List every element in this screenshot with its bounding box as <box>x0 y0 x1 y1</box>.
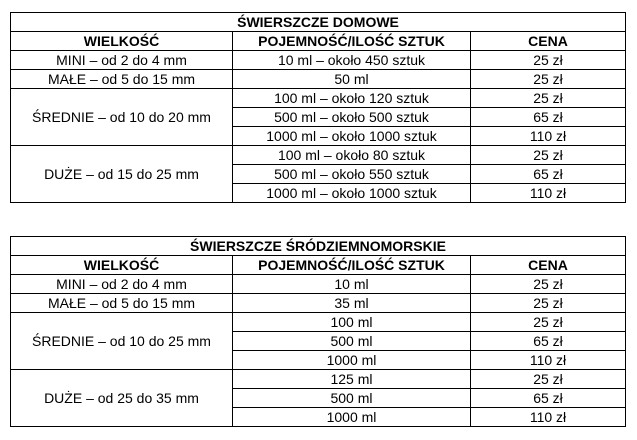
table-row <box>11 89 626 108</box>
size-cell: DUŻE – od 25 do 35 mm <box>11 370 233 427</box>
size-cell: MAŁE – od 5 do 15 mm <box>11 294 233 313</box>
quantity-cell: 100 ml – około 120 sztuk <box>233 89 471 108</box>
quantity-cell: 50 ml <box>233 70 471 89</box>
price-cell: 25 zł <box>471 89 626 108</box>
price-cell: 65 zł <box>471 108 626 127</box>
size-cell: DUŻE – od 15 do 25 mm <box>11 146 233 203</box>
header-row <box>11 256 626 275</box>
header-price: CENA <box>471 256 626 275</box>
price-cell: 65 zł <box>471 332 626 351</box>
quantity-cell: 35 ml <box>233 294 471 313</box>
table-title: ŚWIERSZCZE DOMOWE <box>11 13 626 32</box>
table-row <box>11 313 626 332</box>
quantity-cell: 500 ml – około 550 sztuk <box>233 165 471 184</box>
table-row <box>11 294 626 313</box>
table-title-row <box>11 237 626 256</box>
table-row <box>11 70 626 89</box>
price-cell: 110 zł <box>471 408 626 427</box>
price-cell: 25 zł <box>471 294 626 313</box>
price-cell: 65 zł <box>471 165 626 184</box>
price-cell: 110 zł <box>471 351 626 370</box>
size-cell: MINI – od 2 do 4 mm <box>11 51 233 70</box>
mediterranean-crickets-table <box>10 236 626 427</box>
header-size: WIELKOŚĆ <box>11 256 233 275</box>
table-title-row <box>11 13 626 32</box>
price-cell: 25 zł <box>471 70 626 89</box>
quantity-cell: 125 ml <box>233 370 471 389</box>
price-cell: 25 zł <box>471 313 626 332</box>
table-title: ŚWIERSZCZE ŚRÓDZIEMNOMORSKIE <box>11 237 626 256</box>
price-cell: 25 zł <box>471 370 626 389</box>
quantity-cell: 10 ml – około 450 sztuk <box>233 51 471 70</box>
size-cell: MINI – od 2 do 4 mm <box>11 275 233 294</box>
size-cell: MAŁE – od 5 do 15 mm <box>11 70 233 89</box>
price-cell: 65 zł <box>471 389 626 408</box>
quantity-cell: 1000 ml <box>233 408 471 427</box>
quantity-cell: 100 ml – około 80 sztuk <box>233 146 471 165</box>
header-price: CENA <box>471 32 626 51</box>
size-cell: ŚREDNIE – od 10 do 25 mm <box>11 313 233 370</box>
quantity-cell: 1000 ml – około 1000 sztuk <box>233 127 471 146</box>
size-cell: ŚREDNIE – od 10 do 20 mm <box>11 89 233 146</box>
table-row <box>11 146 626 165</box>
table-row <box>11 51 626 70</box>
quantity-cell: 10 ml <box>233 275 471 294</box>
domestic-crickets-table <box>10 12 626 203</box>
quantity-cell: 1000 ml <box>233 351 471 370</box>
price-cell: 25 zł <box>471 275 626 294</box>
quantity-cell: 500 ml <box>233 389 471 408</box>
price-cell: 25 zł <box>471 51 626 70</box>
header-row <box>11 32 626 51</box>
quantity-cell: 100 ml <box>233 313 471 332</box>
price-cell: 110 zł <box>471 184 626 203</box>
price-cell: 110 zł <box>471 127 626 146</box>
quantity-cell: 1000 ml – około 1000 sztuk <box>233 184 471 203</box>
table-row <box>11 275 626 294</box>
price-cell: 25 zł <box>471 146 626 165</box>
quantity-cell: 500 ml <box>233 332 471 351</box>
header-quantity: POJEMNOŚĆ/ILOŚĆ SZTUK <box>233 32 471 51</box>
quantity-cell: 500 ml – około 500 sztuk <box>233 108 471 127</box>
header-quantity: POJEMNOŚĆ/ILOŚĆ SZTUK <box>233 256 471 275</box>
table-row <box>11 370 626 389</box>
header-size: WIELKOŚĆ <box>11 32 233 51</box>
